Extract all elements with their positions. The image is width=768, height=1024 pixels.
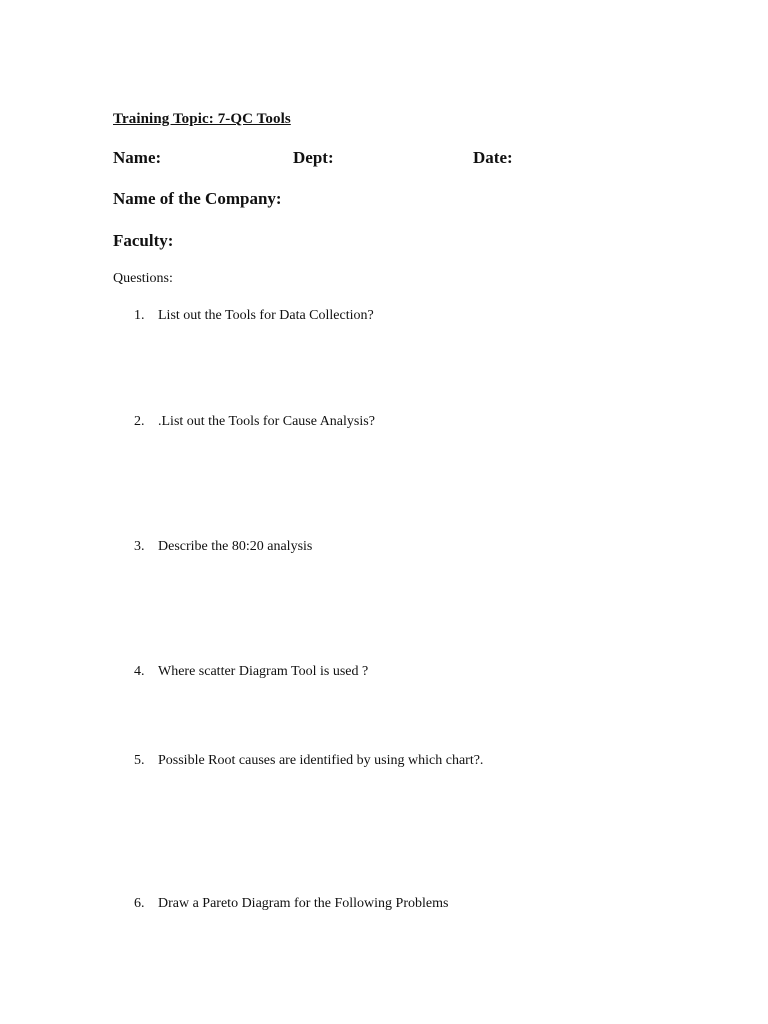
question-text: .List out the Tools for Cause Analysis? [158, 414, 375, 429]
question-text: Possible Root causes are identified by using which chart?. [158, 753, 484, 768]
question-text: List out the Tools for Data Collection? [158, 308, 374, 323]
question-item [0, 896, 700, 916]
question-number: 3. [134, 539, 145, 554]
question-number: 4. [134, 664, 145, 679]
question-item [0, 539, 700, 559]
faculty-field-label: Faculty: [113, 231, 174, 250]
name-field-label: Name: [113, 148, 162, 167]
question-text: Describe the 80:20 analysis [158, 539, 313, 554]
question-item [0, 753, 700, 773]
question-number: 5. [134, 753, 145, 768]
company-field-label: Name of the Company: [113, 189, 282, 208]
question-number: 2. [134, 414, 145, 429]
question-item [0, 664, 700, 684]
date-field-label: Date: [473, 148, 513, 167]
training-topic-title: Training Topic: 7-QC Tools [113, 111, 291, 127]
question-text: Where scatter Diagram Tool is used ? [158, 664, 369, 679]
question-item [0, 414, 700, 434]
question-text: Draw a Pareto Diagram for the Following Problems [158, 896, 449, 911]
dept-field-label: Dept: [293, 148, 334, 167]
question-item [0, 308, 700, 328]
question-number: 6. [134, 896, 145, 911]
questions-heading: Questions: [113, 271, 173, 286]
question-number: 1. [134, 308, 145, 323]
